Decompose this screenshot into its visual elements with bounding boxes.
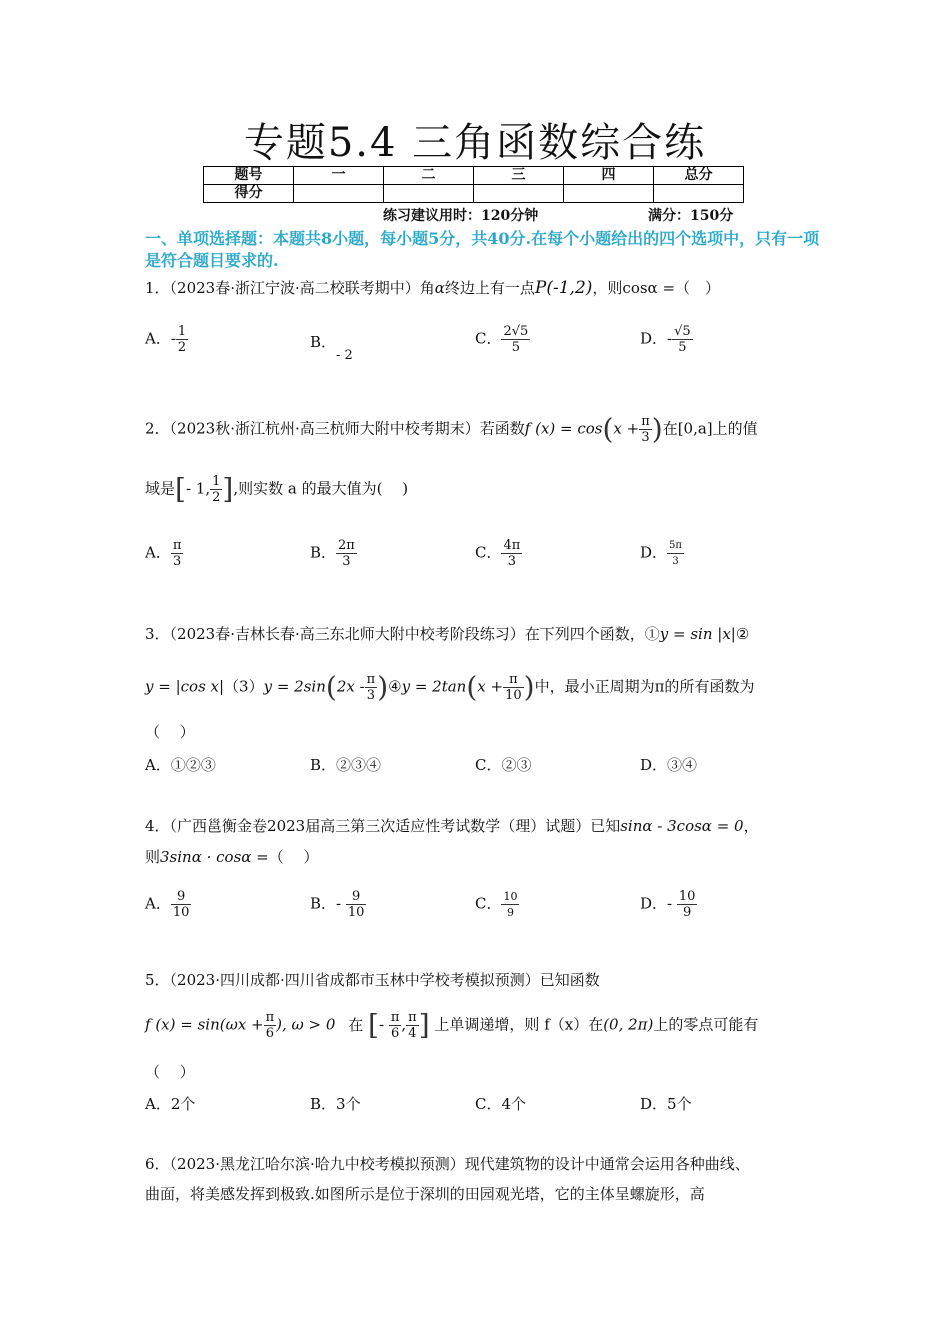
question-3-paren: （ ） <box>145 723 195 741</box>
q1-option-c[interactable]: C． $\frac{2√5}{5}$ <box>475 324 529 355</box>
q4-option-a[interactable]: A． $\frac{9}{10}$ <box>145 889 190 920</box>
score-table <box>203 166 744 203</box>
question-5-stem: 5．（2023·四川成都·四川省成都市玉林中学校考模拟预测）已知函数 <box>145 971 600 989</box>
q1-text: 1．（2023春·浙江宁波·高二校联考期中）角 <box>145 279 435 297</box>
question-3-line2: y = |cos x|（3）y = 2sin(2x - $\frac{\pi}{3}$ )④y = 2tan(x + $\frac{\pi}{10}$ )中，最小正周期为π的所有函数为 <box>145 670 755 704</box>
question-6-line1: 6．（2023·黑龙江哈尔滨·哈九中校考模拟预测）现代建筑物的设计中通常会运用各种曲线、 <box>145 1155 750 1173</box>
score-cell <box>474 185 564 203</box>
question-3-stem: 3．（2023春·吉林长春·高三东北师大附中校考阶段练习）在下列四个函数，①y = sin |x|② <box>145 625 750 643</box>
q2-option-c[interactable]: C． $\frac{4\pi}{3}$ <box>475 538 521 569</box>
full-score: 满分：150分 <box>648 208 734 224</box>
q1-point: P(-1,2) <box>534 278 593 298</box>
q3-option-d[interactable]: D．③④ <box>640 756 698 774</box>
suggested-time: 练习建议用时：120分钟 <box>383 208 539 224</box>
header-cell: 总分 <box>654 167 744 185</box>
section-heading: 一、单项选择题：本题共8小题，每小题5分，共40分.在每个小题给出的四个选项中，只有一项是符合题目要求的. <box>145 229 820 270</box>
header-cell: 四 <box>564 167 654 185</box>
q4-option-c[interactable]: C． $\frac{10}{9}$ <box>475 890 518 919</box>
score-cell <box>294 185 384 203</box>
score-table-score-row <box>204 185 744 203</box>
question-1-stem: 1．（2023春·浙江宁波·高二校联考期中）角α终边上有一点P(-1,2)，则cosα =（ ） <box>145 278 721 298</box>
question-5-paren: （ ） <box>145 1063 195 1081</box>
score-cell <box>564 185 654 203</box>
page-title: 专题5.4 三角函数综合练 <box>243 120 707 166</box>
q5-option-b[interactable]: B．3个 <box>310 1095 361 1113</box>
q1-option-b[interactable]: B．- 2 <box>310 333 353 363</box>
header-cell: 题号 <box>204 167 294 185</box>
q3-option-b[interactable]: B．②③④ <box>310 756 382 774</box>
q1-option-a[interactable]: A．- $\frac{1}{2}$ <box>145 324 187 355</box>
header-cell: 一 <box>294 167 384 185</box>
question-2-stem: 2．（2023秋·浙江杭州·高三杭师大附中校考期末）若函数f (x) = cos(x + $\frac{\pi}{3}$ )在[0,a]上的值 <box>145 412 758 446</box>
q2-option-d[interactable]: D． $\frac{5\pi}{3}$ <box>640 540 682 567</box>
q3-option-c[interactable]: C．②③ <box>475 756 532 774</box>
question-2-line2: 域是[- 1, $\frac{1}{2}$ ],则实数 a 的最大值为( ) <box>145 472 409 506</box>
question-4-line2: 则3sinα · cosα =（ ） <box>145 848 319 866</box>
row-label: 得分 <box>204 185 294 203</box>
q3-option-a[interactable]: A．①②③ <box>145 756 216 774</box>
q5-option-d[interactable]: D．5个 <box>640 1095 692 1113</box>
question-5-line2: f (x) = sin(ωx + $\frac{\pi}{6}$ ), ω > 0 在 [- $\frac{\pi}{6}$ , $\frac{\pi}{4}$ ] 上单调递增，则 f（x）在(0, 2π)上的零点可能有 <box>145 1008 759 1042</box>
score-cell <box>654 185 744 203</box>
q1-ask: cosα =（ ） <box>622 279 721 297</box>
q2-option-a[interactable]: A． $\frac{\pi}{3}$ <box>145 538 182 569</box>
question-4-stem: 4．（广西邕衡金卷2023届高三第三次适应性考试数学（理）试题）已知sinα - 3cosα = 0， <box>145 817 759 835</box>
q5-option-c[interactable]: C．4个 <box>475 1095 527 1113</box>
header-cell: 二 <box>384 167 474 185</box>
header-cell: 三 <box>474 167 564 185</box>
score-cell <box>384 185 474 203</box>
q1-option-d[interactable]: D．- $\frac{√5}{5}$ <box>640 324 691 355</box>
q1-text: 终边上有一点 <box>444 279 535 297</box>
q4-option-d[interactable]: D．- $\frac{10}{9}$ <box>640 889 696 920</box>
q4-option-b[interactable]: B．- $\frac{9}{10}$ <box>310 889 365 920</box>
q2-option-b[interactable]: B． $\frac{2\pi}{3}$ <box>310 538 355 569</box>
score-table-header-row <box>204 167 744 185</box>
q1-text: ，则 <box>592 279 623 297</box>
q5-option-a[interactable]: A．2个 <box>145 1095 196 1113</box>
question-6-line2: 曲面，将美感发挥到极致.如图所示是位于深圳的田园观光塔，它的主体呈螺旋形，高 <box>145 1185 705 1203</box>
